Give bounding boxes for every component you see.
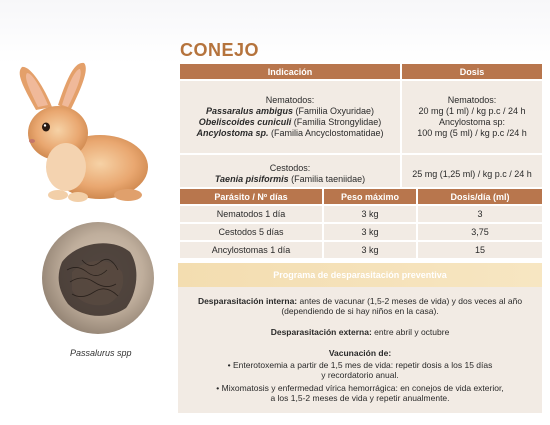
- rabbit-image: [8, 55, 158, 205]
- obeliscoides-line: [180, 117, 400, 128]
- table-row: [179, 205, 543, 223]
- page-title: CONEJO: [180, 40, 260, 60]
- ancylostoma-line: [180, 128, 400, 139]
- external-deworming-line: [178, 327, 542, 337]
- program-title-bar: Programa de desparasitación preventiva: [178, 263, 542, 287]
- table-row: [179, 223, 543, 241]
- parasite-photo: [42, 222, 154, 334]
- indication-header-row: [179, 63, 543, 80]
- vaccination-item-2-cont: a los 1,5-2 meses de vida y repetir anualmente.: [270, 393, 450, 403]
- dose-cell: 15: [417, 241, 543, 259]
- passaralus-line: [180, 106, 400, 117]
- table-row: [179, 241, 543, 259]
- vaccination-item-1-cont: y recordatorio anual.: [321, 370, 399, 380]
- external-text: entre abril y octubre: [371, 327, 450, 337]
- header-indication: Indicación: [179, 63, 401, 80]
- external-label: Desparasitación externa:: [270, 327, 372, 337]
- family-name: (Familia taeniidae): [288, 174, 366, 184]
- species-name: Passaralus ambigus: [205, 106, 293, 116]
- dose-cell: 3,75: [417, 223, 543, 241]
- nematodes-indication-cell: [179, 80, 401, 154]
- dose-label: Nematodos:: [447, 95, 497, 105]
- cestodes-label: Cestodos:: [269, 163, 311, 173]
- family-name: (Familia Strongylidae): [291, 117, 382, 127]
- indication-table: [178, 62, 544, 195]
- weight-cell: 3 kg: [323, 241, 417, 259]
- parasite-cell: Cestodos 5 días: [179, 223, 323, 241]
- vaccination-item-1: • Enterotoxemia a partir de 1,5 mes de vida: repetir dosis a los 15 días: [227, 360, 493, 370]
- dose-cell: 3: [417, 205, 543, 223]
- vaccination-item-2: • Mixomatosis y enfermedad vírica hemorrágica: en conejos de vida exterior,: [216, 383, 504, 393]
- cestodes-dose-cell: 25 mg (1,25 ml) / kg p.c / 24 h: [401, 154, 543, 194]
- weight-cell: 3 kg: [323, 223, 417, 241]
- dose-value: 100 mg (5 ml) / kg p.c /24 h: [417, 128, 527, 138]
- internal-deworming-line-2: (dependiendo de si hay niños en la casa).: [281, 306, 439, 316]
- header-max-weight: Peso máximo: [323, 188, 417, 205]
- dose-label: Ancylostoma sp:: [438, 117, 506, 127]
- header-dose: Dosis: [401, 63, 543, 80]
- taenia-line: [180, 174, 400, 185]
- internal-label: Desparasitación interna:: [197, 296, 298, 306]
- parasite-texture: [42, 222, 154, 334]
- family-name: (Familia Ancyclostomatidae): [268, 128, 384, 138]
- nematodes-label: Nematodos:: [265, 95, 315, 105]
- internal-deworming-line: [178, 296, 542, 306]
- dosage-table: [178, 187, 544, 260]
- family-name: (Familia Oxyuridae): [293, 106, 375, 116]
- weight-cell: 3 kg: [323, 205, 417, 223]
- internal-text: antes de vacunar (1,5-2 meses de vida) y dos veces al año: [297, 296, 523, 306]
- nematodes-dose-cell: [401, 80, 543, 154]
- image-caption: Passalurus spp: [70, 348, 132, 358]
- header-dose-per-day: Dosis/día (ml): [417, 188, 543, 205]
- dose-value: 20 mg (1 ml) / kg p.c / 24 h: [418, 106, 526, 116]
- vaccination-label: Vacunación de:: [328, 348, 392, 358]
- parasite-cell: Ancylostomas 1 día: [179, 241, 323, 259]
- program-body: [178, 287, 542, 413]
- species-name: Ancylostoma sp.: [196, 128, 269, 138]
- species-name: Obeliscoides cuniculi: [198, 117, 292, 127]
- nematodes-row: [179, 80, 543, 154]
- parasite-cell: Nematodos 1 día: [179, 205, 323, 223]
- dosage-header-row: [179, 188, 543, 205]
- header-parasite-days: Parásito / Nº días: [179, 188, 323, 205]
- species-name: Taenia pisiformis: [214, 174, 289, 184]
